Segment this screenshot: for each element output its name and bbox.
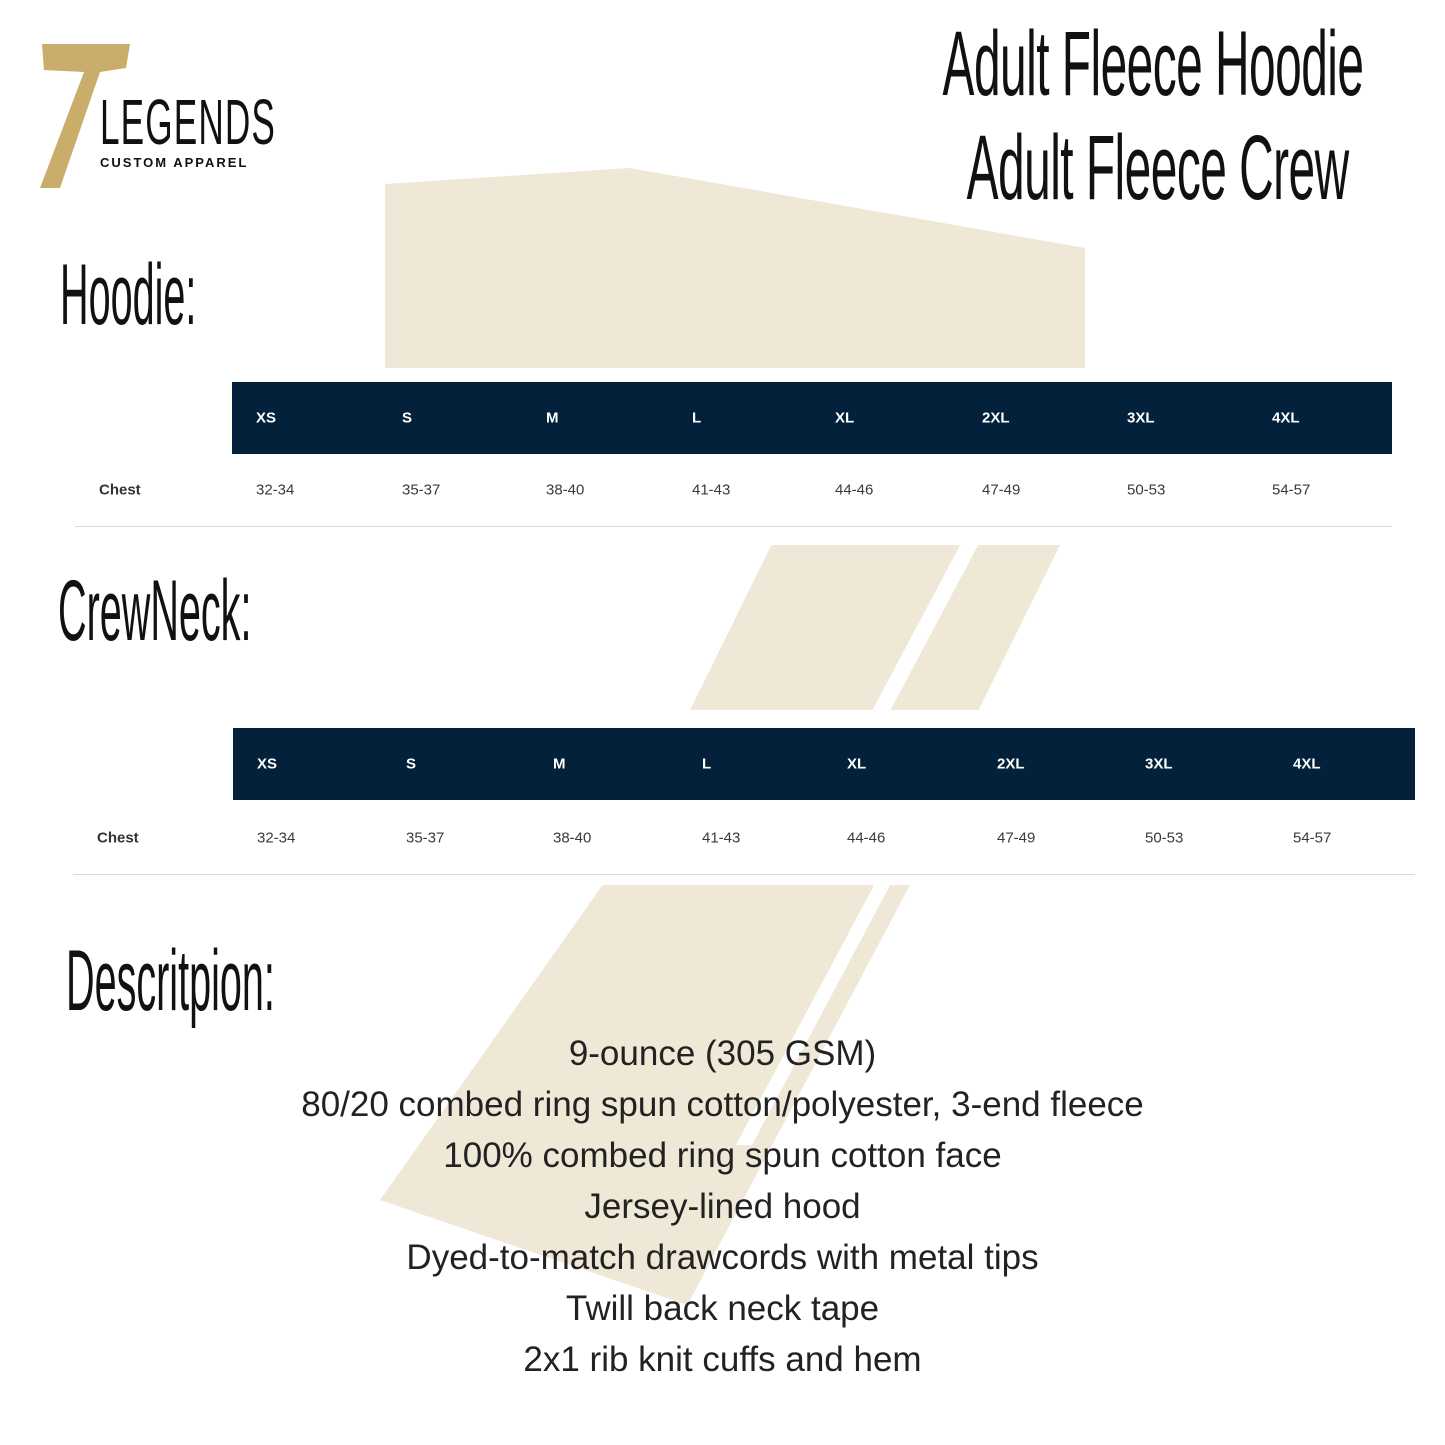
hoodie-heading: Hoodie: xyxy=(60,247,197,343)
size-header: M xyxy=(553,755,566,773)
table-cell: 41-43 xyxy=(702,829,741,847)
size-header: 3XL xyxy=(1145,755,1173,773)
size-header: XL xyxy=(835,409,855,427)
size-header: L xyxy=(702,755,712,773)
table-row xyxy=(73,808,1415,868)
table-cell: 54-57 xyxy=(1272,481,1311,499)
description-line: Dyed-to-match drawcords with metal tips xyxy=(406,1238,1039,1277)
table-cell: 41-43 xyxy=(692,481,731,499)
table-cell: 50-53 xyxy=(1127,481,1166,499)
table-cell: 38-40 xyxy=(546,481,585,499)
table-cell: 44-46 xyxy=(847,829,886,847)
description-line: 2x1 rib knit cuffs and hem xyxy=(523,1340,922,1379)
page-title-hoodie: Adult Fleece Hoodie xyxy=(942,13,1363,115)
size-header: S xyxy=(402,409,413,427)
table-cell: 35-37 xyxy=(406,829,445,847)
row-label-chest: Chest xyxy=(97,829,139,847)
table-cell: 35-37 xyxy=(402,481,441,499)
size-header: 4XL xyxy=(1272,409,1300,427)
table-cell: 50-53 xyxy=(1145,829,1184,847)
table-row xyxy=(75,460,1392,520)
description-list xyxy=(0,1028,1445,1385)
size-header: L xyxy=(692,409,702,427)
size-header: S xyxy=(406,755,417,773)
size-header: M xyxy=(546,409,559,427)
brand-logo xyxy=(38,42,276,192)
description-line: 100% combed ring spun cotton face xyxy=(443,1136,1002,1175)
size-header: 3XL xyxy=(1127,409,1155,427)
table-divider xyxy=(73,874,1415,875)
table-cell: 54-57 xyxy=(1293,829,1332,847)
description-line: 9-ounce (305 GSM) xyxy=(568,1034,877,1073)
size-header: XS xyxy=(257,755,278,773)
table-cell: 44-46 xyxy=(835,481,874,499)
size-header: 2XL xyxy=(982,409,1010,427)
description-line: 80/20 combed ring spun cotton/polyester, 3-end fleece xyxy=(301,1085,1144,1124)
table-divider xyxy=(75,526,1392,527)
size-header: 4XL xyxy=(1293,755,1321,773)
table-header-row xyxy=(232,382,1392,454)
logo-wordmark: LEGENDS xyxy=(100,86,276,158)
description-line: Twill back neck tape xyxy=(565,1289,880,1328)
row-label-chest: Chest xyxy=(99,481,141,499)
logo-subtitle: CUSTOM APPAREL xyxy=(100,155,249,170)
table-cell: 47-49 xyxy=(997,829,1036,847)
table-cell: 38-40 xyxy=(553,829,592,847)
page-title-crew: Adult Fleece Crew xyxy=(966,117,1349,219)
table-cell: 32-34 xyxy=(257,829,296,847)
size-header: XL xyxy=(847,755,867,773)
description-line: Jersey-lined hood xyxy=(584,1187,861,1226)
table-cell: 32-34 xyxy=(256,481,295,499)
size-header: XS xyxy=(256,409,277,427)
crewneck-heading: CrewNeck: xyxy=(58,563,252,659)
size-header: 2XL xyxy=(997,755,1025,773)
table-cell: 47-49 xyxy=(982,481,1021,499)
brush-stroke-decoration xyxy=(690,545,1060,710)
table-header-row xyxy=(233,728,1415,800)
description-heading: Descritpion: xyxy=(66,933,275,1029)
